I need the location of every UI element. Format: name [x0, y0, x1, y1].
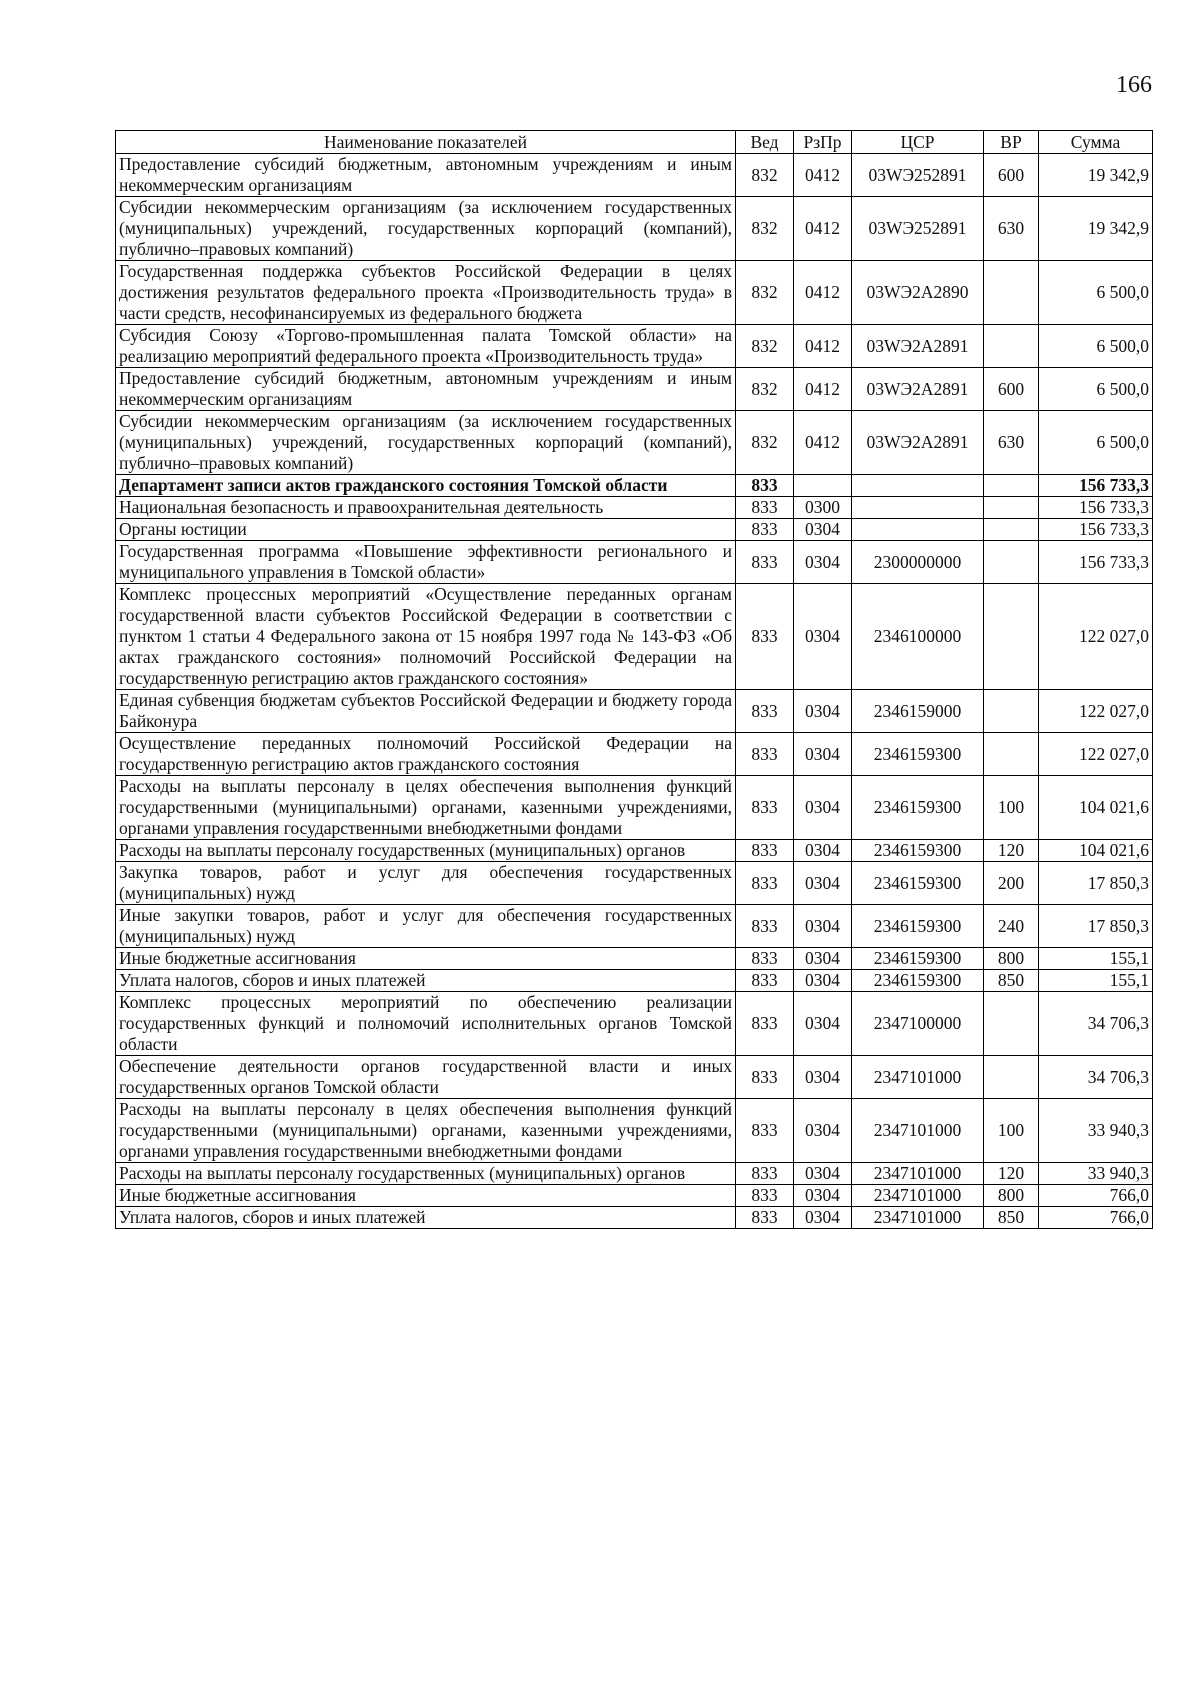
- cell-csr: 2347101000: [852, 1099, 984, 1163]
- cell-vr: [984, 325, 1039, 368]
- cell-ved: 833: [736, 1056, 794, 1099]
- cell-rzpr: 0412: [794, 261, 852, 325]
- cell-csr: 03WЭ2А2891: [852, 325, 984, 368]
- cell-csr: 2347101000: [852, 1056, 984, 1099]
- cell-vr: [984, 475, 1039, 497]
- table-row: [116, 840, 1153, 862]
- table-row: [116, 690, 1153, 733]
- cell-vr: [984, 497, 1039, 519]
- cell-ved: 833: [736, 1163, 794, 1185]
- cell-rzpr: 0304: [794, 970, 852, 992]
- cell-csr: 2300000000: [852, 541, 984, 584]
- cell-vr: 630: [984, 197, 1039, 261]
- table-row: [116, 948, 1153, 970]
- cell-vr: 240: [984, 905, 1039, 948]
- cell-rzpr: 0412: [794, 411, 852, 475]
- cell-ved: 833: [736, 776, 794, 840]
- cell-name: Предоставление субсидий бюджетным, автономным учреждениям и иным некоммерческим организациям: [116, 154, 736, 197]
- cell-ved: 832: [736, 197, 794, 261]
- cell-vr: 100: [984, 1099, 1039, 1163]
- cell-vr: [984, 519, 1039, 541]
- cell-vr: [984, 733, 1039, 776]
- header-name: Наименование показателей: [116, 131, 736, 154]
- cell-csr: [852, 497, 984, 519]
- cell-ved: 833: [736, 862, 794, 905]
- cell-name: Субсидия Союзу «Торгово-промышленная палата Томской области» на реализацию мероприятий федерального проекта «Производительность труда»: [116, 325, 736, 368]
- cell-name: Закупка товаров, работ и услуг для обеспечения государственных (муниципальных) нужд: [116, 862, 736, 905]
- cell-rzpr: 0412: [794, 368, 852, 411]
- cell-rzpr: 0304: [794, 1163, 852, 1185]
- cell-vr: 600: [984, 154, 1039, 197]
- cell-csr: 2346100000: [852, 584, 984, 690]
- table-row: [116, 733, 1153, 776]
- cell-vr: [984, 584, 1039, 690]
- cell-name: Предоставление субсидий бюджетным, автономным учреждениям и иным некоммерческим организациям: [116, 368, 736, 411]
- cell-sum: 155,1: [1039, 970, 1153, 992]
- cell-vr: [984, 1056, 1039, 1099]
- cell-name: Государственная программа «Повышение эффективности регионального и муниципального управления в Томской области»: [116, 541, 736, 584]
- cell-ved: 833: [736, 1099, 794, 1163]
- cell-csr: 2346159300: [852, 905, 984, 948]
- cell-ved: 832: [736, 411, 794, 475]
- table-row: [116, 905, 1153, 948]
- cell-csr: 03WЭ2А2890: [852, 261, 984, 325]
- cell-sum: 156 733,3: [1039, 497, 1153, 519]
- cell-rzpr: [794, 475, 852, 497]
- cell-csr: 03WЭ252891: [852, 154, 984, 197]
- cell-csr: 03WЭ252891: [852, 197, 984, 261]
- table-header-row: [116, 131, 1153, 154]
- cell-rzpr: 0304: [794, 948, 852, 970]
- cell-ved: 833: [736, 584, 794, 690]
- cell-csr: 2346159300: [852, 776, 984, 840]
- table-row: [116, 197, 1153, 261]
- cell-rzpr: 0304: [794, 905, 852, 948]
- cell-ved: 833: [736, 497, 794, 519]
- cell-name: Расходы на выплаты персоналу в целях обеспечения выполнения функций государственными (муниципальными) органами, казенными учреждениями, органами управления государственными внебюджетными фондами: [116, 1099, 736, 1163]
- cell-csr: 2347101000: [852, 1185, 984, 1207]
- cell-name: Государственная поддержка субъектов Российской Федерации в целях достижения результатов федерального проекта «Производительность труда» в части средств, несофинансируемых из федерального бюджета: [116, 261, 736, 325]
- table-row: [116, 475, 1153, 497]
- cell-name: Обеспечение деятельности органов государственной власти и иных государственных органов Томской области: [116, 1056, 736, 1099]
- cell-vr: 850: [984, 970, 1039, 992]
- cell-name: Иные бюджетные ассигнования: [116, 1185, 736, 1207]
- cell-rzpr: 0304: [794, 1056, 852, 1099]
- cell-ved: 833: [736, 1207, 794, 1229]
- cell-name: Органы юстиции: [116, 519, 736, 541]
- cell-ved: 833: [736, 733, 794, 776]
- cell-name: Иные бюджетные ассигнования: [116, 948, 736, 970]
- cell-sum: 6 500,0: [1039, 261, 1153, 325]
- cell-rzpr: 0304: [794, 992, 852, 1056]
- cell-rzpr: 0412: [794, 325, 852, 368]
- cell-sum: 766,0: [1039, 1207, 1153, 1229]
- cell-csr: 2346159300: [852, 948, 984, 970]
- cell-name: Расходы на выплаты персоналу в целях обеспечения выполнения функций государственными (муниципальными) органами, казенными учреждениями, органами управления государственными внебюджетными фондами: [116, 776, 736, 840]
- cell-vr: [984, 541, 1039, 584]
- header-vr: ВР: [984, 131, 1039, 154]
- cell-sum: 155,1: [1039, 948, 1153, 970]
- cell-ved: 833: [736, 970, 794, 992]
- cell-csr: 2347101000: [852, 1163, 984, 1185]
- header-sum: Сумма: [1039, 131, 1153, 154]
- cell-vr: 200: [984, 862, 1039, 905]
- cell-sum: 156 733,3: [1039, 541, 1153, 584]
- cell-rzpr: 0412: [794, 154, 852, 197]
- table-row: [116, 497, 1153, 519]
- cell-name: Уплата налогов, сборов и иных платежей: [116, 1207, 736, 1229]
- table-row: [116, 776, 1153, 840]
- cell-sum: 33 940,3: [1039, 1163, 1153, 1185]
- cell-sum: 104 021,6: [1039, 840, 1153, 862]
- cell-rzpr: 0304: [794, 690, 852, 733]
- header-csr: ЦСР: [852, 131, 984, 154]
- cell-vr: 630: [984, 411, 1039, 475]
- header-rzpr: РзПр: [794, 131, 852, 154]
- cell-csr: [852, 519, 984, 541]
- cell-sum: 19 342,9: [1039, 197, 1153, 261]
- cell-csr: 03WЭ2А2891: [852, 411, 984, 475]
- cell-rzpr: 0304: [794, 541, 852, 584]
- cell-csr: 2346159300: [852, 862, 984, 905]
- table-row: [116, 154, 1153, 197]
- cell-ved: 833: [736, 1185, 794, 1207]
- cell-vr: 600: [984, 368, 1039, 411]
- cell-ved: 833: [736, 541, 794, 584]
- cell-vr: 100: [984, 776, 1039, 840]
- table-row: [116, 584, 1153, 690]
- cell-sum: 6 500,0: [1039, 325, 1153, 368]
- cell-sum: 34 706,3: [1039, 1056, 1153, 1099]
- cell-sum: 122 027,0: [1039, 733, 1153, 776]
- cell-ved: 833: [736, 840, 794, 862]
- cell-name: Национальная безопасность и правоохранительная деятельность: [116, 497, 736, 519]
- cell-rzpr: 0304: [794, 584, 852, 690]
- table-row: [116, 261, 1153, 325]
- budget-table: [115, 130, 1153, 1229]
- cell-sum: 156 733,3: [1039, 475, 1153, 497]
- cell-csr: 2346159300: [852, 840, 984, 862]
- cell-sum: 19 342,9: [1039, 154, 1153, 197]
- cell-vr: 120: [984, 840, 1039, 862]
- cell-rzpr: 0304: [794, 733, 852, 776]
- cell-vr: 120: [984, 1163, 1039, 1185]
- cell-sum: 17 850,3: [1039, 905, 1153, 948]
- cell-ved: 833: [736, 475, 794, 497]
- table-row: [116, 519, 1153, 541]
- table-body: [116, 154, 1153, 1229]
- cell-sum: 33 940,3: [1039, 1099, 1153, 1163]
- table-row: [116, 1185, 1153, 1207]
- cell-csr: [852, 475, 984, 497]
- table-row: [116, 541, 1153, 584]
- cell-ved: 833: [736, 992, 794, 1056]
- cell-sum: 122 027,0: [1039, 584, 1153, 690]
- cell-ved: 832: [736, 368, 794, 411]
- table-row: [116, 1056, 1153, 1099]
- cell-sum: 122 027,0: [1039, 690, 1153, 733]
- cell-vr: 800: [984, 948, 1039, 970]
- cell-csr: 2347101000: [852, 1207, 984, 1229]
- cell-name: Уплата налогов, сборов и иных платежей: [116, 970, 736, 992]
- cell-rzpr: 0304: [794, 1099, 852, 1163]
- table-row: [116, 992, 1153, 1056]
- header-ved: Вед: [736, 131, 794, 154]
- cell-csr: 2346159300: [852, 733, 984, 776]
- page-number: 166: [1116, 72, 1152, 98]
- cell-csr: 03WЭ2А2891: [852, 368, 984, 411]
- cell-sum: 766,0: [1039, 1185, 1153, 1207]
- table-row: [116, 862, 1153, 905]
- cell-name: Субсидии некоммерческим организациям (за исключением государственных (муниципальных) учреждений, государственных корпораций (компаний), публично–правовых компаний): [116, 197, 736, 261]
- cell-rzpr: 0300: [794, 497, 852, 519]
- cell-csr: 2346159300: [852, 970, 984, 992]
- cell-rzpr: 0304: [794, 519, 852, 541]
- cell-name: Комплекс процессных мероприятий по обеспечению реализации государственных функций и полномочий исполнительных органов Томской области: [116, 992, 736, 1056]
- cell-vr: [984, 992, 1039, 1056]
- cell-sum: 156 733,3: [1039, 519, 1153, 541]
- cell-ved: 833: [736, 690, 794, 733]
- cell-sum: 34 706,3: [1039, 992, 1153, 1056]
- cell-rzpr: 0304: [794, 840, 852, 862]
- cell-sum: 6 500,0: [1039, 368, 1153, 411]
- cell-ved: 833: [736, 519, 794, 541]
- table-row: [116, 1207, 1153, 1229]
- cell-name: Комплекс процессных мероприятий «Осуществление переданных органам государственной власти субъектов Российской Федерации в соответствии с пунктом 1 статьи 4 Федерального закона от 15 ноября 1997 года № 143-ФЗ «Об актах гражданского состояния» полномочий Российской Федерации на государственную регистрацию актов гражданского состояния»: [116, 584, 736, 690]
- table-row: [116, 1163, 1153, 1185]
- cell-ved: 833: [736, 905, 794, 948]
- cell-sum: 104 021,6: [1039, 776, 1153, 840]
- cell-vr: [984, 261, 1039, 325]
- cell-vr: 800: [984, 1185, 1039, 1207]
- cell-sum: 6 500,0: [1039, 411, 1153, 475]
- cell-sum: 17 850,3: [1039, 862, 1153, 905]
- table-row: [116, 325, 1153, 368]
- cell-rzpr: 0304: [794, 862, 852, 905]
- cell-rzpr: 0412: [794, 197, 852, 261]
- cell-ved: 832: [736, 261, 794, 325]
- cell-name: Департамент записи актов гражданского состояния Томской области: [116, 475, 736, 497]
- table-row: [116, 368, 1153, 411]
- table-row: [116, 970, 1153, 992]
- cell-name: Иные закупки товаров, работ и услуг для обеспечения государственных (муниципальных) нужд: [116, 905, 736, 948]
- cell-name: Расходы на выплаты персоналу государственных (муниципальных) органов: [116, 840, 736, 862]
- cell-rzpr: 0304: [794, 1207, 852, 1229]
- cell-ved: 833: [736, 948, 794, 970]
- cell-name: Расходы на выплаты персоналу государственных (муниципальных) органов: [116, 1163, 736, 1185]
- cell-name: Единая субвенция бюджетам субъектов Российской Федерации и бюджету города Байконура: [116, 690, 736, 733]
- cell-csr: 2347100000: [852, 992, 984, 1056]
- table-row: [116, 411, 1153, 475]
- cell-vr: 850: [984, 1207, 1039, 1229]
- table-row: [116, 1099, 1153, 1163]
- cell-ved: 832: [736, 325, 794, 368]
- cell-vr: [984, 690, 1039, 733]
- cell-ved: 832: [736, 154, 794, 197]
- cell-rzpr: 0304: [794, 776, 852, 840]
- cell-csr: 2346159000: [852, 690, 984, 733]
- cell-name: Субсидии некоммерческим организациям (за исключением государственных (муниципальных) учреждений, государственных корпораций (компаний), публично–правовых компаний): [116, 411, 736, 475]
- cell-rzpr: 0304: [794, 1185, 852, 1207]
- cell-name: Осуществление переданных полномочий Российской Федерации на государственную регистрацию актов гражданского состояния: [116, 733, 736, 776]
